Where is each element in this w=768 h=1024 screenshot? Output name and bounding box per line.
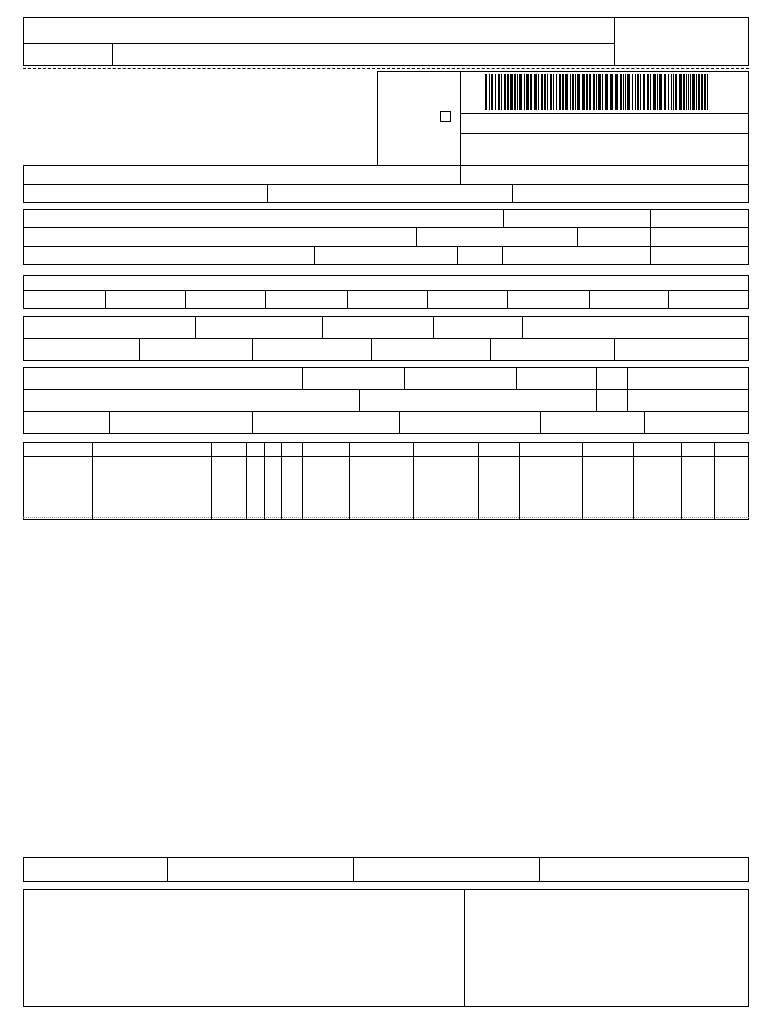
tax-field-divider (427, 290, 428, 309)
totals-r1-divider-4 (522, 316, 523, 339)
barcode-bar (605, 74, 608, 110)
barcode-bar (650, 74, 651, 110)
barcode-bar (657, 74, 658, 110)
barcode-bar (556, 74, 557, 110)
recipient-hline-2 (23, 246, 749, 247)
items-column-divider (478, 442, 479, 520)
barcode-bar (704, 74, 706, 110)
barcode-bar (501, 74, 502, 110)
barcode-bar (559, 74, 561, 110)
barcode-bar (517, 74, 518, 110)
barcode-bar (498, 74, 500, 110)
barcode-bar (659, 74, 662, 110)
barcode-bar (491, 74, 493, 110)
tax-field-divider (507, 290, 508, 309)
barcode-bar (625, 74, 626, 110)
carrier-section (23, 367, 749, 434)
barcode-bar (530, 74, 532, 110)
barcode-bar (692, 74, 695, 110)
totals-r2-divider-1 (139, 338, 140, 361)
barcode-bar (507, 74, 509, 110)
barcode-bar (495, 74, 496, 110)
barcode-bar (701, 74, 703, 110)
fiscal-reserved (466, 891, 747, 1005)
barcode-bar (544, 74, 546, 110)
totals-r1-divider-3 (433, 316, 434, 339)
carrier-r3-divider-2 (252, 411, 253, 434)
barcode-bar (698, 74, 700, 110)
service-tax-divider-3 (539, 857, 540, 882)
barcode-bar (688, 74, 689, 110)
barcode-bar (519, 74, 522, 110)
service-tax-divider-2 (353, 857, 354, 882)
barcode-bar (690, 74, 691, 110)
recipient-hline-1 (23, 227, 749, 228)
items-column-divider (349, 442, 350, 520)
barcode-bar (526, 74, 529, 110)
items-column-divider (413, 442, 414, 520)
items-column-divider (633, 442, 634, 520)
barcode-bar (686, 74, 687, 110)
recipient-r1-divider-2 (650, 209, 651, 265)
barcode-bar (623, 74, 624, 110)
barcode-bar (553, 74, 554, 110)
barcode-bar (570, 74, 571, 110)
operation-nature-row (23, 165, 749, 185)
barcode-bar (504, 74, 506, 110)
recipient-r2-divider-2 (577, 227, 578, 246)
barcode-bar (593, 74, 595, 110)
barcode-bar (485, 74, 487, 110)
barcode-bar (653, 74, 656, 110)
registration-row (23, 184, 749, 203)
carrier-r3-divider-4 (540, 411, 541, 434)
barcode-bar (534, 74, 537, 110)
service-tax-row (23, 857, 749, 882)
barcode-bar (562, 74, 564, 110)
tax-calculation-title-row (23, 275, 749, 291)
carrier-r3-divider-1 (109, 411, 110, 434)
tax-field-divider (589, 290, 590, 309)
items-bottom-separator (23, 517, 749, 518)
barcode-bar (647, 74, 649, 110)
barcode-bar (586, 74, 588, 110)
totals-r2-divider-5 (614, 338, 615, 361)
barcode-bar (577, 74, 580, 110)
tax-field-divider (185, 290, 186, 309)
recipient-r3-divider-3 (502, 246, 503, 265)
barcode-bar (538, 74, 539, 110)
barcode-bar (683, 74, 685, 110)
cut-line (23, 68, 749, 69)
items-column-divider (281, 442, 282, 520)
registration-divider-2 (512, 184, 513, 203)
barcode-bar (668, 74, 669, 110)
carrier-r3-divider-5 (644, 411, 645, 434)
totals-r1-divider-1 (195, 316, 196, 339)
carrier-hline-2 (23, 411, 749, 412)
carrier-r1-divider-3 (516, 367, 517, 390)
barcode-bar (565, 74, 568, 110)
operation-protocol-divider (460, 165, 461, 185)
barcode-bar (675, 74, 677, 110)
tax-field-divider (668, 290, 669, 309)
barcode-bar (589, 74, 591, 110)
receipt-invoice-number (616, 19, 747, 64)
complementary-info (25, 891, 462, 1005)
barcode-bar (514, 74, 516, 110)
barcode-bar (696, 74, 697, 110)
barcode-bar (550, 74, 552, 110)
totals-r1-divider-2 (322, 316, 323, 339)
barcode-bar (615, 74, 618, 110)
items-column-divider (211, 442, 212, 520)
receipt-stub-divider (614, 17, 615, 66)
issuer-identity (23, 72, 377, 165)
receipt-date-divider (112, 43, 113, 66)
recipient-section (23, 209, 749, 265)
items-header-line (23, 456, 749, 457)
carrier-r12-divider-5 (627, 367, 628, 412)
barcode-bar (510, 74, 513, 110)
receipt-signature-field[interactable] (114, 45, 612, 64)
barcode-bar (620, 74, 622, 110)
service-tax-divider-1 (167, 857, 168, 882)
items-column-divider (714, 442, 715, 520)
registration-divider-1 (267, 184, 268, 203)
barcode-bar (547, 74, 548, 110)
items-column-divider (302, 442, 303, 520)
receipt-date-field[interactable] (25, 45, 111, 64)
items-column-divider (582, 442, 583, 520)
recipient-r1-divider-1 (503, 209, 504, 228)
barcode (485, 74, 711, 110)
barcode-bar (635, 74, 636, 110)
entry-exit-checkbox[interactable] (440, 111, 451, 122)
access-key-hline-2 (460, 133, 749, 134)
carrier-hline-1 (23, 389, 749, 390)
totals-r2-divider-4 (490, 338, 491, 361)
access-key-field (462, 114, 747, 132)
totals-r2-divider-3 (371, 338, 372, 361)
carrier-r12-divider-4 (596, 367, 597, 412)
barcode-bar (673, 74, 674, 110)
carrier-r1-divider-1 (302, 367, 303, 390)
barcode-bar (575, 74, 576, 110)
totals-r2-divider-2 (252, 338, 253, 361)
carrier-r2-divider-1 (359, 389, 360, 412)
items-column-divider (246, 442, 247, 520)
barcode-bar (598, 74, 601, 110)
items-table (23, 442, 749, 520)
barcode-bar (596, 74, 597, 110)
barcode-bar (632, 74, 633, 110)
recipient-r3-divider-1 (314, 246, 315, 265)
barcode-bar (582, 74, 585, 110)
barcode-bar (679, 74, 682, 110)
barcode-bar (671, 74, 672, 110)
barcode-bar (541, 74, 543, 110)
recipient-r3-divider-2 (457, 246, 458, 265)
items-column-divider (519, 442, 520, 520)
items-column-divider (264, 442, 265, 520)
items-column-divider (92, 442, 93, 520)
barcode-bar (664, 74, 666, 110)
barcode-bar (524, 74, 525, 110)
carrier-r3-divider-3 (399, 411, 400, 434)
barcode-bar (627, 74, 630, 110)
consult-info (462, 135, 747, 164)
carrier-r1-divider-2 (404, 367, 405, 390)
tax-field-divider (265, 290, 266, 309)
tax-field-divider (105, 290, 106, 309)
barcode-bar (610, 74, 613, 110)
barcode-bar (572, 74, 574, 110)
barcode-bar (489, 74, 490, 110)
barcode-bar (643, 74, 645, 110)
barcode-bar (637, 74, 639, 110)
barcode-bar (602, 74, 603, 110)
tax-field-divider (347, 290, 348, 309)
barcode-bar (640, 74, 641, 110)
tax-calculation-fields-row (23, 290, 749, 309)
additional-info-divider (464, 889, 465, 1007)
items-column-divider (681, 442, 682, 520)
recipient-r2-divider-1 (416, 227, 417, 246)
totals-hline (23, 338, 749, 339)
barcode-bar (707, 74, 708, 110)
